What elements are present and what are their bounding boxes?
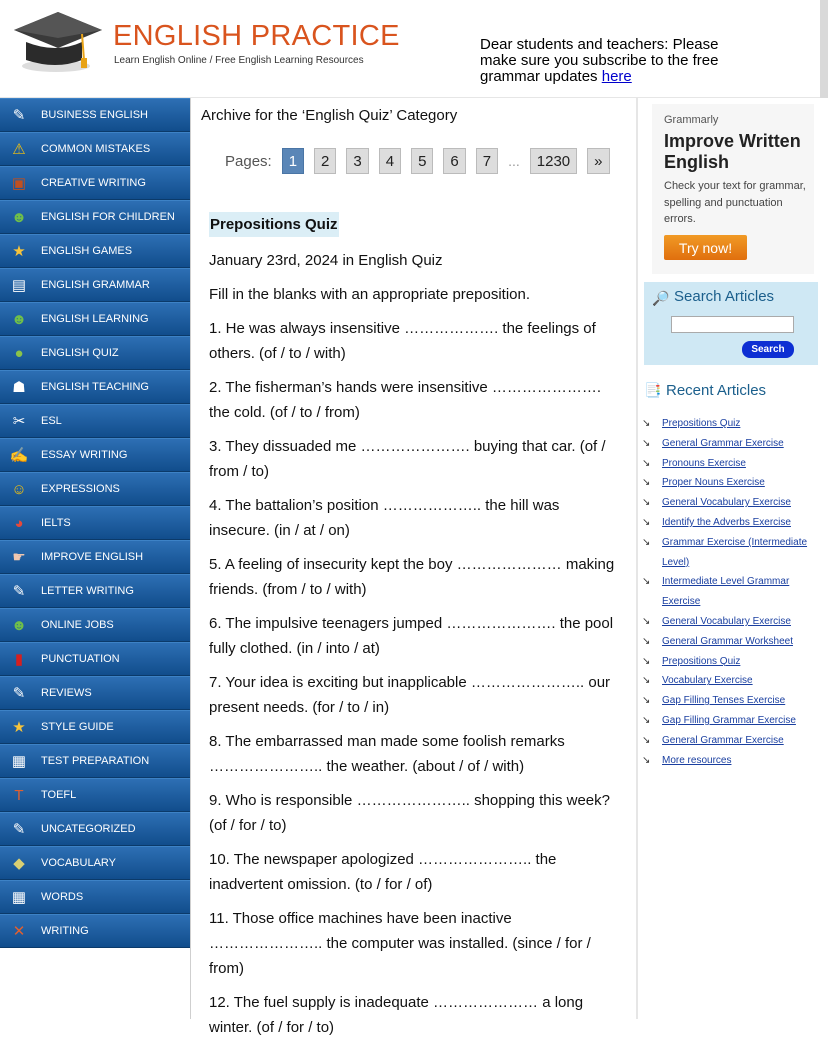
grammarly-ad[interactable] (652, 104, 814, 274)
quiz-question: 5. A feeling of insecurity kept the boy ………………… making friends. (from / to / with) (209, 556, 615, 598)
sidebar-item-vocabulary[interactable] (0, 846, 190, 880)
recent-article-item (642, 612, 820, 632)
arrow-icon: ↘ (642, 477, 651, 489)
sidebar-item-letter-writing[interactable] (0, 574, 190, 608)
arrow-icon: ↘ (642, 635, 651, 647)
recent-article-item (642, 434, 820, 454)
toefl-icon: T (14, 786, 24, 804)
site-brand[interactable]: ENGLISH PRACTICE (113, 20, 400, 52)
arrow-icon: ↘ (642, 734, 651, 746)
quiz-question: 12. The fuel supply is inadequate ………………… a long winter. (of / for / to) (209, 994, 584, 1036)
page-button-7[interactable]: 7 (476, 148, 498, 174)
recent-article-link[interactable]: General Grammar Worksheet (662, 635, 793, 647)
next-page-button[interactable]: » (587, 148, 609, 174)
recent-article-link[interactable]: Identify the Adverbs Exercise (662, 516, 791, 528)
recent-article-item (642, 513, 820, 533)
recent-article-link[interactable]: General Grammar Exercise (662, 437, 784, 449)
post-title[interactable]: Prepositions Quiz (209, 212, 339, 237)
recent-article-item (642, 731, 820, 751)
sidebar-item-creative-writing[interactable] (0, 166, 190, 200)
header-edge (820, 0, 828, 98)
users-icon: ☻ (11, 208, 27, 226)
post (209, 212, 619, 1040)
sidebar-item-style-guide[interactable] (0, 710, 190, 744)
sidebar-item-writing[interactable] (0, 914, 190, 948)
sidebar-item-label: UNCATEGORIZED (41, 823, 136, 835)
sidebar-item-reviews[interactable] (0, 676, 190, 710)
arrow-icon: ↘ (642, 516, 651, 528)
subscribe-link[interactable]: here (601, 68, 632, 85)
edit-icon: ✍ (9, 447, 29, 464)
recent-article-link[interactable]: Prepositions Quiz (662, 418, 741, 429)
sidebar-item-label: WRITING (41, 925, 89, 937)
search-button[interactable]: Search (742, 341, 794, 358)
sidebar-item-common-mistakes[interactable] (0, 132, 190, 166)
sidebar-item-essay-writing[interactable] (0, 438, 190, 472)
sidebar-item-words[interactable] (0, 880, 190, 914)
quiz-question: 7. Your idea is exciting but inapplicable ………………….. our present needs. (for / to / in) (209, 674, 611, 716)
cross-pen-icon: ✕ (12, 923, 26, 940)
sidebar-item-label: WORDS (41, 891, 84, 903)
sidebar-item-online-jobs[interactable] (0, 608, 190, 642)
sidebar-item-label: ENGLISH FOR CHILDREN (41, 211, 175, 223)
main-divider (190, 98, 191, 1019)
users-icon: ☻ (11, 310, 27, 328)
site-tagline: Learn English Online / Free English Learning Resources (114, 55, 364, 66)
pager-label: Pages: (225, 152, 272, 170)
post-category-link[interactable]: English Quiz (358, 252, 443, 269)
sidebar-item-english-grammar[interactable] (0, 268, 190, 302)
sidebar-item-label: BUSINESS ENGLISH (41, 109, 148, 121)
sidebar-item-label: IMPROVE ENGLISH (41, 551, 144, 563)
quiz-question: 6. The impulsive teenagers jumped …………………. the pool fully clothed. (in / into / at) (209, 615, 614, 657)
recent-article-link[interactable]: More resources (662, 754, 732, 766)
pencil-icon: ✎ (12, 107, 26, 124)
quiz-question: 8. The embarrassed man made some foolish remarks ………………….. the weather. (about / of / with) (209, 733, 565, 775)
recent-article-item (642, 691, 820, 711)
smiley-icon: ☺ (11, 480, 27, 498)
sidebar-item-business-english[interactable] (0, 98, 190, 132)
sidebar-item-english-learning[interactable] (0, 302, 190, 336)
recent-article-item (642, 454, 820, 474)
arrow-icon: ↘ (642, 576, 651, 588)
recent-article-link[interactable]: Grammar Exercise (Intermediate Level) (662, 536, 808, 568)
sidebar-item-label: ESL (41, 415, 62, 427)
star-icon: ★ (12, 719, 26, 736)
sidebar-item-label: ENGLISH LEARNING (41, 313, 149, 325)
ad-title: Improve Written English (664, 131, 801, 172)
sidebar-item-test-preparation[interactable] (0, 744, 190, 778)
try-now-button[interactable]: Try now! (664, 235, 747, 260)
pagination (225, 148, 620, 174)
recent-article-item (642, 414, 820, 434)
pencil-icon: ✎ (12, 685, 26, 702)
warning-icon: ⚠ (12, 141, 26, 158)
teacher-icon: ☗ (12, 379, 26, 396)
arrow-icon: ↘ (642, 714, 651, 726)
quiz-question: 2. The fisherman’s hands were insensitive …………………. the cold. (of / to / from) (209, 379, 602, 421)
pager-ellipsis: ... (508, 153, 520, 169)
sidebar-item-label: ONLINE JOBS (41, 619, 114, 631)
arrow-icon: ↘ (642, 615, 651, 627)
quiz-question: 10. The newspaper apologized ………………….. the inadvertent omission. (to / for / of) (209, 851, 557, 893)
page-button-4[interactable]: 4 (379, 148, 401, 174)
recent-article-link[interactable]: Gap Filling Tenses Exercise (662, 695, 786, 707)
magnifier-icon: 🔎 (652, 290, 670, 306)
page-button-1[interactable]: 1 (282, 148, 304, 174)
sidebar-item-improve-english[interactable] (0, 540, 190, 574)
right-divider (636, 98, 638, 1019)
sidebar-item-label: LETTER WRITING (41, 585, 134, 597)
sidebar-item-label: VOCABULARY (41, 857, 116, 869)
recent-articles-list (642, 414, 820, 770)
pencil-icon: ✎ (12, 821, 26, 838)
sidebar-item-label: EXPRESSIONS (41, 483, 120, 495)
recent-article-item (642, 632, 820, 652)
search-input[interactable] (671, 316, 794, 333)
archive-title: Archive for the ‘English Quiz’ Category (201, 107, 458, 124)
site-header (0, 0, 828, 98)
sidebar-item-label: ENGLISH GAMES (41, 245, 133, 257)
marker-icon: ▮ (14, 651, 24, 668)
arrow-icon: ↘ (642, 695, 651, 707)
badge-icon: ● (14, 344, 24, 362)
page-button-5[interactable]: 5 (411, 148, 433, 174)
sidebar-item-label: ENGLISH TEACHING (41, 381, 149, 393)
post-in: in (342, 252, 355, 269)
recent-article-link[interactable]: Intermediate Level Grammar Exercise (662, 576, 790, 608)
sidebar-item-esl[interactable] (0, 404, 190, 438)
arrow-icon: ↘ (642, 675, 651, 687)
star-icon: ★ (12, 243, 26, 260)
recent-article-item (642, 473, 820, 493)
hand-icon: ☛ (12, 549, 26, 566)
recent-article-item (642, 711, 820, 731)
subscribe-notice (480, 37, 750, 85)
recent-article-item (642, 533, 820, 573)
search-title: Search Articles (674, 288, 775, 305)
users-icon: ☻ (11, 616, 27, 634)
sidebar-item-label: ENGLISH GRAMMAR (41, 279, 150, 291)
sidebar-item-english-teaching[interactable] (0, 370, 190, 404)
recent-article-link[interactable]: General Vocabulary Exercise (662, 615, 791, 627)
quiz-question: 11. Those office machines have been inactive ………………….. the computer was installed. (since / for / from) (209, 910, 591, 977)
pencil-icon: ✎ (12, 583, 26, 600)
sidebar-item-label: IELTS (41, 517, 71, 529)
page-button-2[interactable]: 2 (314, 148, 336, 174)
recent-article-link[interactable]: Proper Nouns Exercise (662, 477, 765, 489)
monitor-icon: ▣ (11, 175, 27, 192)
recent-article-link[interactable]: Gap Filling Grammar Exercise (662, 714, 796, 726)
ad-brand: Grammarly (664, 114, 719, 126)
post-intro: Fill in the blanks with an appropriate preposition. (209, 286, 531, 303)
recent-article-link[interactable]: General Vocabulary Exercise (662, 497, 791, 509)
sidebar-item-label: REVIEWS (41, 687, 92, 699)
sidebar-item-english-games[interactable] (0, 234, 190, 268)
sidebar-item-label: ESSAY WRITING (41, 449, 128, 461)
sidebar-item-english-for-children[interactable] (0, 200, 190, 234)
search-widget (644, 282, 818, 365)
sidebar-item-label: STYLE GUIDE (41, 721, 114, 733)
sidebar-item-english-quiz[interactable] (0, 336, 190, 370)
notice-text: Dear students and teachers: Please make sure you subscribe to the free grammar updates (480, 36, 719, 85)
quiz-question: 9. Who is responsible ………………….. shopping this week? (of / for / to) (209, 792, 610, 834)
quiz-question: 4. The battalion’s position ……………….. the hill was insecure. (in / at / on) (209, 497, 560, 539)
question-list (209, 316, 619, 1040)
graduation-cap-logo[interactable] (12, 8, 104, 74)
arrow-icon: ↘ (642, 497, 651, 509)
table-icon: ▦ (11, 889, 27, 906)
recent-articles-title: Recent Articles (666, 382, 767, 399)
recent-article-link[interactable]: Vocabulary Exercise (662, 675, 753, 687)
recent-article-link[interactable]: General Grammar Exercise (662, 734, 784, 746)
recent-article-item (642, 493, 820, 513)
arrow-icon: ↘ (642, 536, 651, 548)
recent-article-item (642, 652, 820, 672)
tools-icon: ✂ (12, 413, 26, 430)
quiz-question: 1. He was always insensitive ………………. the feelings of others. (of / to / with) (209, 320, 596, 362)
category-sidebar (0, 98, 190, 948)
arrow-icon: ↘ (642, 655, 651, 667)
document-icon: ▦ (11, 753, 27, 770)
arrow-icon: ↘ (642, 754, 651, 766)
ad-text: Check your text for grammar, spelling and punctuation errors. (664, 180, 806, 225)
sidebar-item-label: PUNCTUATION (41, 653, 120, 665)
page-button-3[interactable]: 3 (346, 148, 368, 174)
clipboard-icon: ▤ (11, 277, 27, 294)
post-date: January 23rd, 2024 (209, 252, 339, 269)
recent-article-item (642, 572, 820, 612)
sidebar-item-punctuation[interactable] (0, 642, 190, 676)
chart-icon: ◕ (14, 514, 24, 532)
sidebar-item-expressions[interactable] (0, 472, 190, 506)
sidebar-item-label: ENGLISH QUIZ (41, 347, 119, 359)
sidebar-item-ielts[interactable] (0, 506, 190, 540)
page-button-6[interactable]: 6 (443, 148, 465, 174)
sidebar-item-label: COMMON MISTAKES (41, 143, 151, 155)
recent-article-item (642, 751, 820, 771)
arrow-icon: ↘ (642, 437, 651, 449)
arrow-icon: ↘ (642, 457, 651, 469)
page-button-last[interactable]: 1230 (530, 148, 577, 174)
sidebar-item-label: TOEFL (41, 789, 77, 801)
sidebar-item-uncategorized[interactable] (0, 812, 190, 846)
sidebar-item-label: CREATIVE WRITING (41, 177, 146, 189)
recent-articles-icon: 📑 (644, 382, 662, 398)
post-meta (209, 248, 619, 273)
recent-article-link[interactable]: Pronouns Exercise (662, 457, 746, 469)
recent-article-link[interactable]: Prepositions Quiz (662, 655, 741, 667)
sidebar-item-label: TEST PREPARATION (41, 755, 150, 767)
quiz-question: 3. They dissuaded me …………………. buying that car. (of / from / to) (209, 438, 606, 480)
sidebar-item-toefl[interactable] (0, 778, 190, 812)
recent-article-item (642, 671, 820, 691)
arrow-icon: ↘ (642, 418, 651, 429)
tag-icon: ◆ (13, 855, 25, 872)
